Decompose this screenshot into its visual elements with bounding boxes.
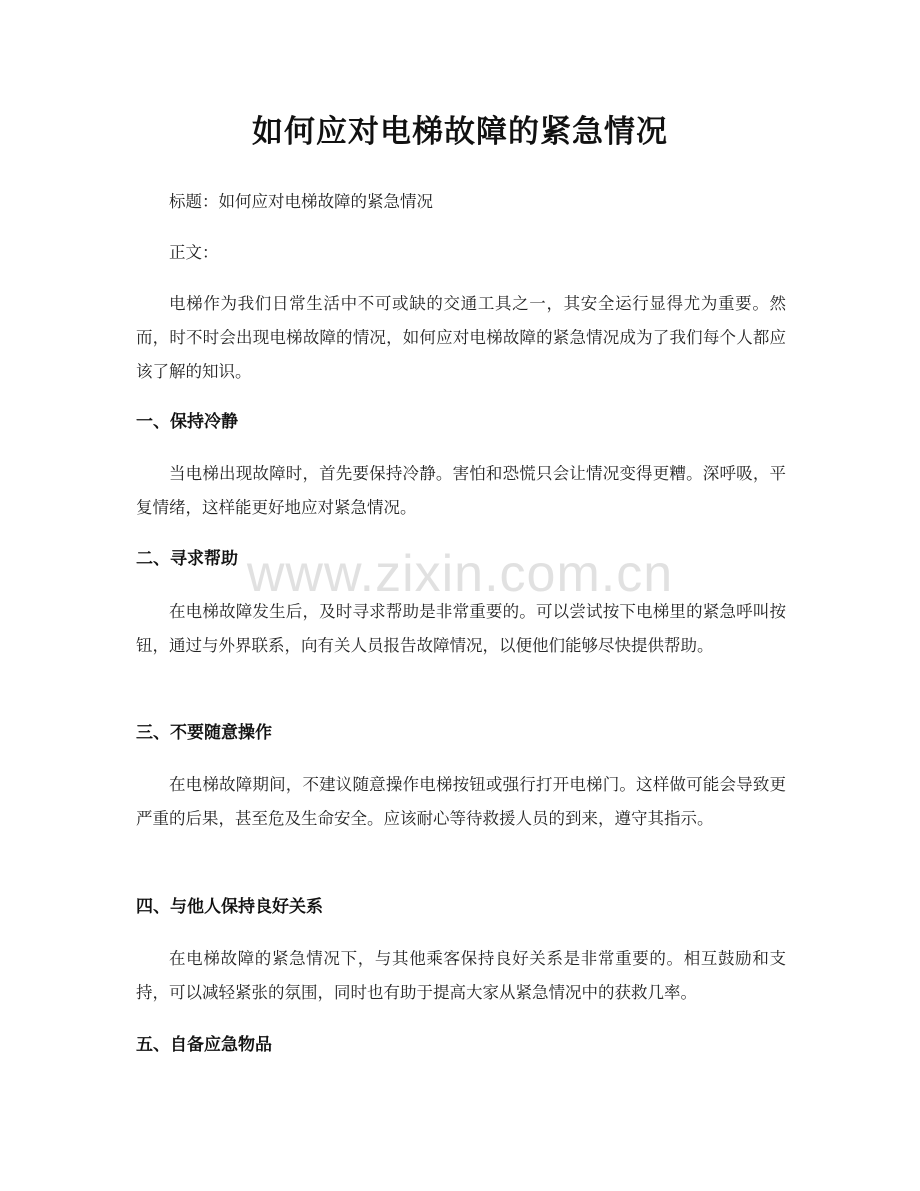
intro-paragraph: 电梯作为我们日常生活中不可或缺的交通工具之一，其安全运行显得尤为重要。然而，时不时会出现电梯故障的情况，如何应对电梯故障的紧急情况成为了我们每个人都应该了解的知识。 (136, 294, 786, 381)
section-paragraph-4: 在电梯故障的紧急情况下，与其他乘客保持良好关系是非常重要的。相互鼓励和支持，可以减轻紧张的氛围，同时也有助于提高大家从紧急情况中的获救几率。 (136, 949, 786, 1002)
body-label: 正文： (169, 243, 219, 262)
section-paragraph-3: 在电梯故障期间，不建议随意操作电梯按钮或强行打开电梯门。这样做可能会导致更严重的后果，甚至危及生命安全。应该耐心等待救援人员的到来，遵守其指示。 (136, 775, 786, 828)
section-paragraph-1: 当电梯出现故障时，首先要保持冷静。害怕和恐慌只会让情况变得更糟。深呼吸，平复情绪，这样能更好地应对紧急情况。 (136, 464, 786, 517)
document-title: 如何应对电梯故障的紧急情况 (252, 114, 668, 150)
watermark: www.zixin.com.cn (246, 545, 674, 603)
section-heading-1: 一、保持冷静 (136, 412, 238, 432)
section-heading-5: 五、自备应急物品 (136, 1035, 272, 1055)
section-heading-3: 三、不要随意操作 (136, 723, 272, 743)
section-heading-2: 二、寻求帮助 (136, 549, 238, 569)
section-heading-4: 四、与他人保持良好关系 (136, 897, 323, 917)
section-paragraph-2: 在电梯故障发生后，及时寻求帮助是非常重要的。可以尝试按下电梯里的紧急呼叫按钮，通过与外界联系，向有关人员报告故障情况，以便他们能够尽快提供帮助。 (136, 602, 786, 655)
subtitle-line: 标题：如何应对电梯故障的紧急情况 (169, 192, 433, 211)
